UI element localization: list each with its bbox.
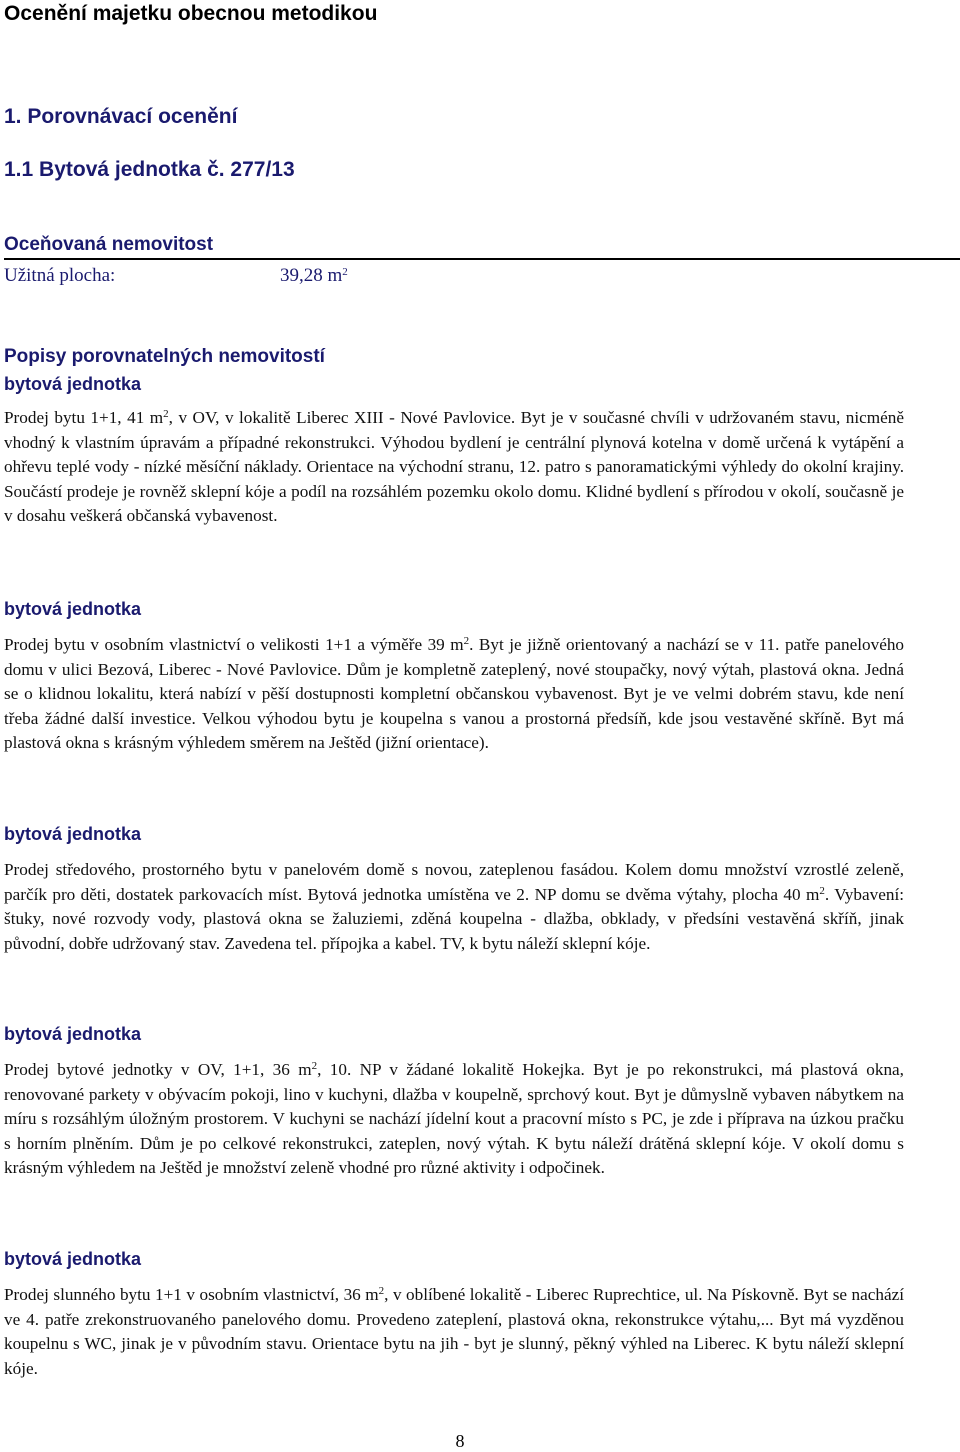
comparable-label: bytová jednotka: [4, 824, 142, 844]
comparable-description: Prodej bytu v osobním vlastnictví o velikosti 1+1 a výměře 39 $m^2$. Byt je jižně orientovaný a nachází se v 11. patře panelového domu v ulici Bezová, Liberec - Nové Pavlovice. Dům je kompletně zateplený, nové stoupačky, nový výtah, plastová okna. Jedná se o klidnou lokalitu, která nabízí v pěší dostupnosti kompletní občanskou vybavenost. Byt je ve velmi dobrém stavu, kde není třeba žádné další investice. Velkou výhodou bytu je koupelna s vanou a prostorná předsíň, kde jsou vestavěné skříně. Byt má plastová okna s krásným výhledem směrem na Ještěd (jižní orientace).: [4, 635, 905, 753]
heading-underline: [4, 258, 960, 260]
subsection-heading: 1.1 Bytová jednotka č. 277/13: [4, 158, 295, 181]
comparables-heading: Popisy porovnatelných nemovitostí: [4, 346, 325, 367]
comparable-label: bytová jednotka: [4, 374, 142, 394]
usable-area-row: [4, 264, 348, 288]
usable-area-value: 39,28 $m^2$: [280, 265, 348, 286]
document-title: Ocenění majetku obecnou metodikou: [4, 2, 378, 25]
comparable-label: bytová jednotka: [4, 1024, 142, 1044]
comparable-description: Prodej slunného bytu 1+1 v osobním vlastnictví, 36 $m^2$, v oblíbené lokalitě - Liberec Ruprechtice, ul. Na Pískovně. Byt se nachází ve 4. patře zrekonstruovaného panelového domu. Provedeno zateplení, plastová okna, rekonstrukce výtahu,... Byt má vyzděnou koupelnu s WC, jinak je v původním stavu. Orientace bytu na jih - byt je slunný, pěkný výhled na Liberec. K bytu náleží sklepní kóje.: [4, 1285, 904, 1378]
page-number: 8: [455, 1431, 465, 1451]
valued-property-heading: Oceňovaná nemovitost: [4, 234, 214, 255]
usable-area-label: Užitná plocha:: [4, 265, 116, 286]
comparable-description: Prodej bytové jednotky v OV, 1+1, 36 $m^2$, 10. NP v žádané lokalitě Hokejka. Byt je po rekonstrukci, má plastová okna, renovované parkety v obývacím pokoji, lino v kuchyni, dlažba v koupelně, sprchový kout. Byt je důmyslně vybaven nábytkem na míru s rozsáhlým úložným prostorem. V kuchyni se nachází jídelní kout a pracovní místo s PC, je zde i příprava na úzkou pračku s horním plněním. Dům je po celkové rekonstrukci, zateplen, nový výtah. K bytu náleží drátěná sklepní kóje. V okolí domu s krásným výhledem na Ještěd je množství zeleně vhodné pro různé aktivity i odpočinek.: [4, 1060, 904, 1178]
comparable-label: bytová jednotka: [4, 1249, 142, 1269]
comparable-description: Prodej středového, prostorného bytu v panelovém domě s novou, zateplenou fasádou. Kolem domu množství vzrostlé zeleně, parčík pro děti, dostatek parkovacích míst. Bytová jednotka umístěna ve 2. NP domu se dvěma výtahy, plocha 40 $m^2$. Vybavení: štuky, nové rozvody vody, plastová okna se žaluziemi, zděná koupelna - dlažba, obklady, v předsíni vestavěná skříň, jinak původní, dobře udržovaný stav. Zavedena tel. přípojka a kabel. TV, k bytu náleží sklepní kóje.: [4, 860, 904, 953]
section-heading: 1. Porovnávací ocenění: [4, 105, 238, 128]
comparable-label: bytová jednotka: [4, 599, 142, 619]
comparable-description: Prodej bytu 1+1, 41 $m^2$, v OV, v lokalitě Liberec XIII - Nové Pavlovice. Byt je v současné chvíli v udržovaném stavu, nicméně vhodný k vlastním úpravám a případné rekonstrukci. Výhodou bydlení je centrální plynová kotelna v domě určená k vytápění a ohřevu teplé vody - nízké měsíční náklady. Orientace na východní stranu, 12. patro s panoramatickými výhledy do okolní krajiny. Součástí prodeje je rovněž sklepní kóje a podíl na rozsáhlém pozemku okolo domu. Klidné bydlení s přírodou v okolí, současně je v dosahu veškerá občanská vybavenost.: [4, 408, 904, 526]
